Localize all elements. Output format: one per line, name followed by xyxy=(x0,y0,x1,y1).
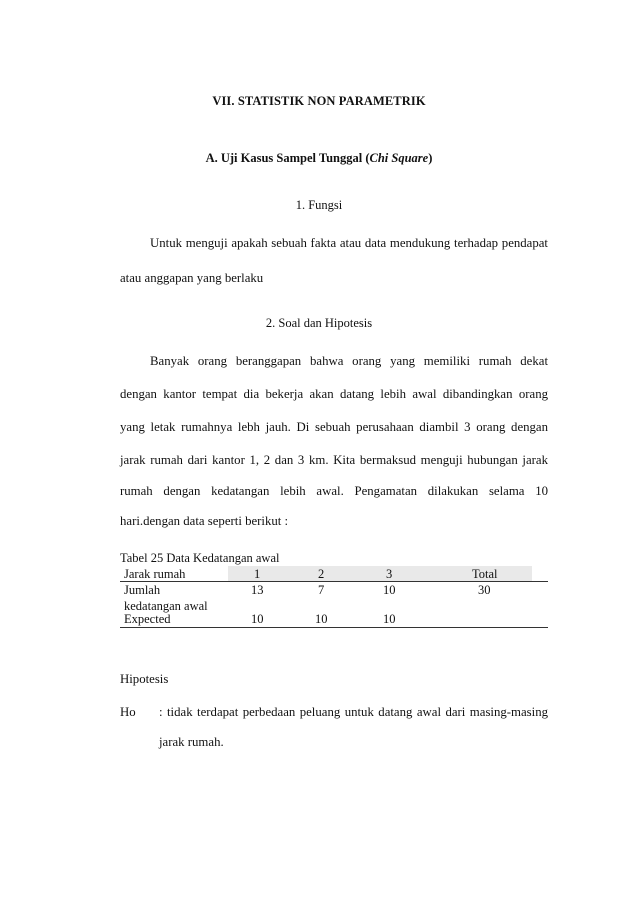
subsection-soal-hipotesis: 2. Soal dan Hipotesis xyxy=(265,316,373,330)
section-title-main: A. Uji Kasus Sampel Tunggal ( xyxy=(205,151,370,165)
table-cell: 10 xyxy=(383,583,396,597)
paragraph-line: Banyak orang beranggapan bahwa orang yang memiliki rumah dekat xyxy=(150,354,548,368)
table-cell: Expected xyxy=(124,612,171,626)
table-cell: 7 xyxy=(318,583,325,597)
table-cell: 10 xyxy=(383,612,396,626)
table-header-cell: 3 xyxy=(386,567,393,581)
chapter-title: VII. STATISTIK NON PARAMETRIK xyxy=(212,94,426,108)
ho-line: jarak rumah. xyxy=(159,735,224,749)
paragraph-line: yang letak rumahnya lebh jauh. Di sebuah perusahaan diambil 3 orang dengan xyxy=(120,420,548,434)
paragraph-line: jarak rumah dari kantor 1, 2 dan 3 km. Kita bermaksud menguji hubungan jarak xyxy=(120,453,548,467)
table-bottom-rule xyxy=(120,627,548,628)
paragraph-soal xyxy=(120,354,548,528)
paragraph-line: atau anggapan yang berlaku xyxy=(120,271,264,285)
paragraph-line: rumah dengan kedatangan lebih awal. Pengamatan dilakukan selama 10 xyxy=(120,484,548,498)
section-title-end: ) xyxy=(428,151,433,165)
section-title-italic: Chi Square xyxy=(369,151,429,165)
section-title xyxy=(0,151,638,166)
table-caption: Tabel 25 Data Kedatangan awal xyxy=(120,551,280,565)
table-cell: kedatangan awal xyxy=(124,599,208,613)
ho-label: Ho xyxy=(120,705,136,719)
table-header-cell: Total xyxy=(472,567,498,581)
ho-line: : tidak terdapat perbedaan peluang untuk datang awal dari masing-masing xyxy=(159,705,548,719)
hipotesis-title: Hipotesis xyxy=(120,672,169,686)
table-header-cell: 1 xyxy=(254,567,261,581)
table-cell: 13 xyxy=(251,583,264,597)
paragraph-line: hari.dengan data seperti berikut : xyxy=(120,514,289,528)
table-cell: 30 xyxy=(478,583,491,597)
table-cell: 10 xyxy=(315,612,328,626)
paragraph-line: Untuk menguji apakah sebuah fakta atau data mendukung terhadap pendapat xyxy=(150,236,548,250)
table-cell: 10 xyxy=(251,612,264,626)
table-header-cell: 2 xyxy=(318,567,325,581)
table-header-cell: Jarak rumah xyxy=(124,567,186,581)
subsection-fungsi: 1. Fungsi xyxy=(295,198,343,212)
table-cell: Jumlah xyxy=(124,583,161,597)
paragraph-line: dengan kantor tempat dia bekerja akan datang lebih awal dibandingkan orang xyxy=(120,387,548,401)
